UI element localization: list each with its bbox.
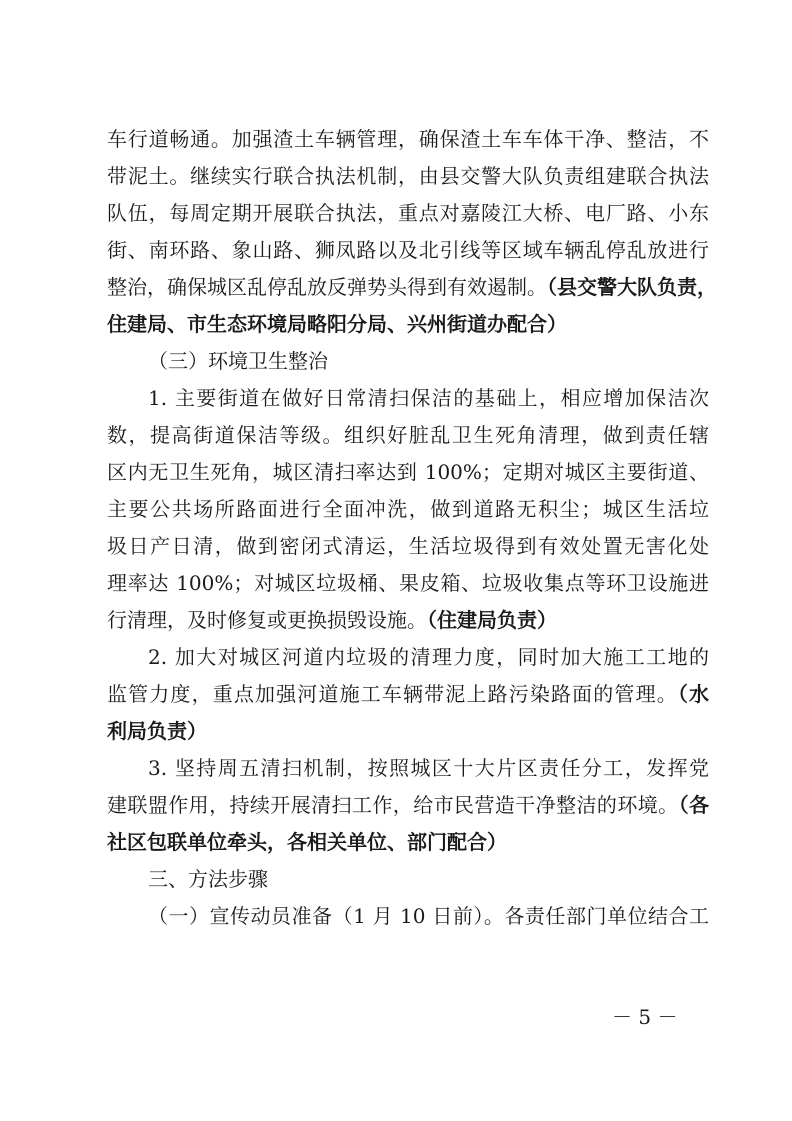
responsibility-note: （县交警大队负责， — [547, 275, 717, 299]
paragraph-line: 2. 加大对城区河道内垃圾的清理力度，同时加大施工工地的 — [148, 645, 709, 669]
paragraph-line: 整治，确保城区乱停乱放反弹势头得到有效遏制。（县交警大队负责， — [107, 275, 717, 299]
paragraph-line: 队伍，每周定期开展联合执法，重点对嘉陵江大桥、电厂路、小东 — [107, 201, 709, 225]
responsibility-note: （各 — [678, 793, 710, 817]
section-heading: 三、方法步骤 — [148, 867, 268, 891]
paragraph-line — [107, 716, 709, 746]
responsibility-note: （住建局负责） — [427, 608, 557, 632]
paragraph-line — [107, 309, 709, 339]
paragraph-line: （一）宣传动员准备（1 月 10 日前）。各责任部门单位结合工 — [148, 904, 709, 928]
paragraph-line: 数，提高街道保洁等级。组织好脏乱卫生死角清理，做到责任辖 — [107, 423, 709, 447]
paragraph-line: 行清理，及时修复或更换损毁设施。（住建局负责） — [107, 608, 557, 632]
paragraph-line: 圾日产日清，做到密闭式清运，生活垃圾得到有效处置无害化处 — [107, 534, 709, 558]
paragraph-line: 区内无卫生死角，城区清扫率达到 100%；定期对城区主要街道、 — [107, 460, 709, 484]
paragraph-line — [107, 827, 709, 857]
responsibility-note: （水 — [677, 682, 710, 706]
paragraph-line: 主要公共场所路面进行全面冲洗，做到道路无积尘；城区生活垃 — [107, 497, 709, 521]
responsibility-note: 利局负责） — [107, 719, 207, 743]
paragraph-line: 监管力度，重点加强河道施工车辆带泥上路污染路面的管理。（水 — [107, 682, 710, 706]
section-heading: （三）环境卫生整治 — [148, 349, 328, 373]
paragraph-line: 车行道畅通。加强渣土车辆管理，确保渣土车车体干净、整洁，不 — [107, 127, 709, 151]
paragraph-line: 3. 坚持周五清扫机制，按照城区十大片区责任分工，发挥党 — [148, 756, 709, 780]
paragraph-line: 建联盟作用，持续开展清扫工作，给市民营造干净整洁的环境。（各 — [107, 793, 710, 817]
paragraph-line: 街、南环路、象山路、狮凤路以及北引线等区域车辆乱停乱放进行 — [107, 238, 709, 262]
paragraph-line: 带泥土。继续实行联合执法机制，由县交警大队负责组建联合执法 — [107, 164, 709, 188]
paragraph-line: 理率达 100%；对城区垃圾桶、果皮箱、垃圾收集点等环卫设施进 — [107, 571, 709, 595]
page-number: － 5 － — [612, 1005, 678, 1029]
paragraph-line: 1. 主要街道在做好日常清扫保洁的基础上，相应增加保洁次 — [148, 386, 709, 410]
responsibility-note: 社区包联单位牵头，各相关单位、部门配合） — [107, 830, 507, 854]
responsibility-note: 住建局、市生态环境局略阳分局、兴州街道办配合） — [107, 312, 567, 336]
